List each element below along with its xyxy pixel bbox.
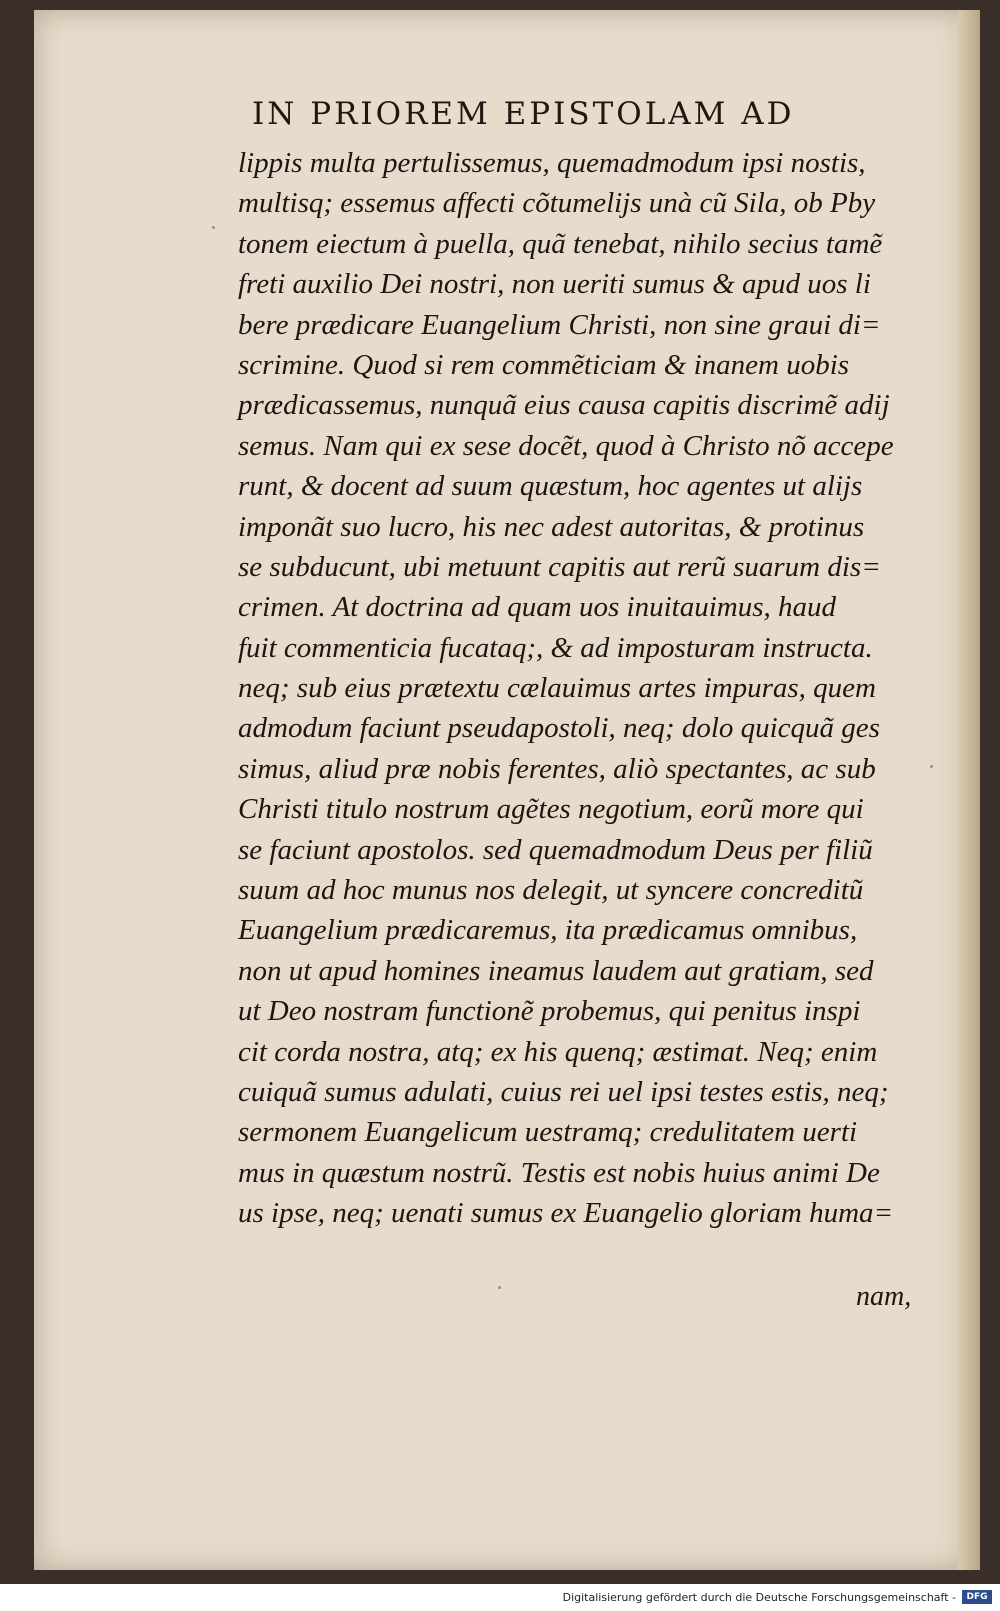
body-text: [238, 143, 928, 1234]
catchword: nam,: [856, 1281, 912, 1312]
text-line: simus, aliud præ nobis ferentes, aliò spectantes, ac sub: [238, 752, 876, 785]
paper-speck: [930, 765, 933, 768]
text-line: ut Deo nostram functionẽ probemus, qui penitus inspi: [238, 995, 861, 1028]
text-line: multisq; essemus affecti cõtumelijs unà cũ Sila, ob Pby: [238, 187, 876, 220]
running-head: IN PRIOREM EPISTOLAM AD: [252, 96, 795, 132]
text-line: Christi titulo nostrum agẽtes negotium, eorũ more qui: [238, 793, 864, 826]
paper-speck: [498, 1286, 501, 1289]
text-line: tonem eiectum à puella, quã tenebat, nihilo secius tamẽ: [238, 227, 883, 260]
text-line: semus. Nam qui ex sese docẽt, quod à Christo nõ accepe: [238, 429, 894, 462]
text-line: se faciunt apostolos. sed quemadmodum Deus per filiũ: [238, 833, 873, 866]
text-line: bere prædicare Euangelium Christi, non sine graui di=: [238, 308, 881, 341]
text-line: crimen. At doctrina ad quam uos inuitauimus, haud: [238, 591, 836, 624]
paper-speck: [212, 226, 215, 229]
text-line: se subducunt, ubi metuunt capitis aut rerũ suarum dis=: [238, 550, 881, 583]
text-line: cuiquã sumus adulati, cuius rei uel ipsi testes estis, neq;: [238, 1075, 889, 1108]
text-line: cit corda nostra, atq; ex his quenq; æstimat. Neq; enim: [238, 1035, 878, 1068]
text-line: sermonem Euangelicum uestramq; credulitatem uerti: [238, 1116, 858, 1149]
text-line: runt, & docent ad suum quæstum, hoc agentes ut alijs: [238, 470, 863, 503]
text-line: admodum faciunt pseudapostoli, neq; dolo quicquã ges: [238, 712, 880, 745]
dfg-logo: DFG: [962, 1590, 992, 1604]
text-line: non ut apud homines ineamus laudem aut gratiam, sed: [238, 954, 874, 987]
text-line: fuit commenticia fucataq;, & ad imposturam instructa.: [238, 631, 873, 664]
text-line: neq; sub eius prætextu cælauimus artes impuras, quem: [238, 672, 876, 705]
text-line: prædicassemus, nunquã eius causa capitis discrimẽ adij: [238, 389, 890, 422]
text-line: suum ad hoc munus nos delegit, ut syncere concreditũ: [238, 874, 864, 907]
funding-credit: Digitalisierung gefördert durch die Deutsche Forschungsgemeinschaft -: [562, 1591, 956, 1604]
text-line: scrimine. Quod si rem commẽticiam & inanem uobis: [238, 348, 850, 381]
text-line: mus in quæstum nostrũ. Testis est nobis huius animi De: [238, 1156, 880, 1189]
text-line: lippis multa pertulissemus, quemadmodum ipsi nostis,: [238, 147, 866, 179]
text-line: Euangelium prædicaremus, ita prædicamus omnibus,: [238, 914, 858, 947]
text-line: imponãt suo lucro, his nec adest autoritas, & protinus: [238, 510, 865, 543]
text-line: us ipse, neq; uenati sumus ex Euangelio gloriam huma=: [238, 1197, 894, 1230]
footer-bar: [0, 1584, 1000, 1611]
page-edge: [958, 10, 980, 1570]
text-line: freti auxilio Dei nostri, non ueriti sumus & apud uos li: [238, 268, 871, 301]
